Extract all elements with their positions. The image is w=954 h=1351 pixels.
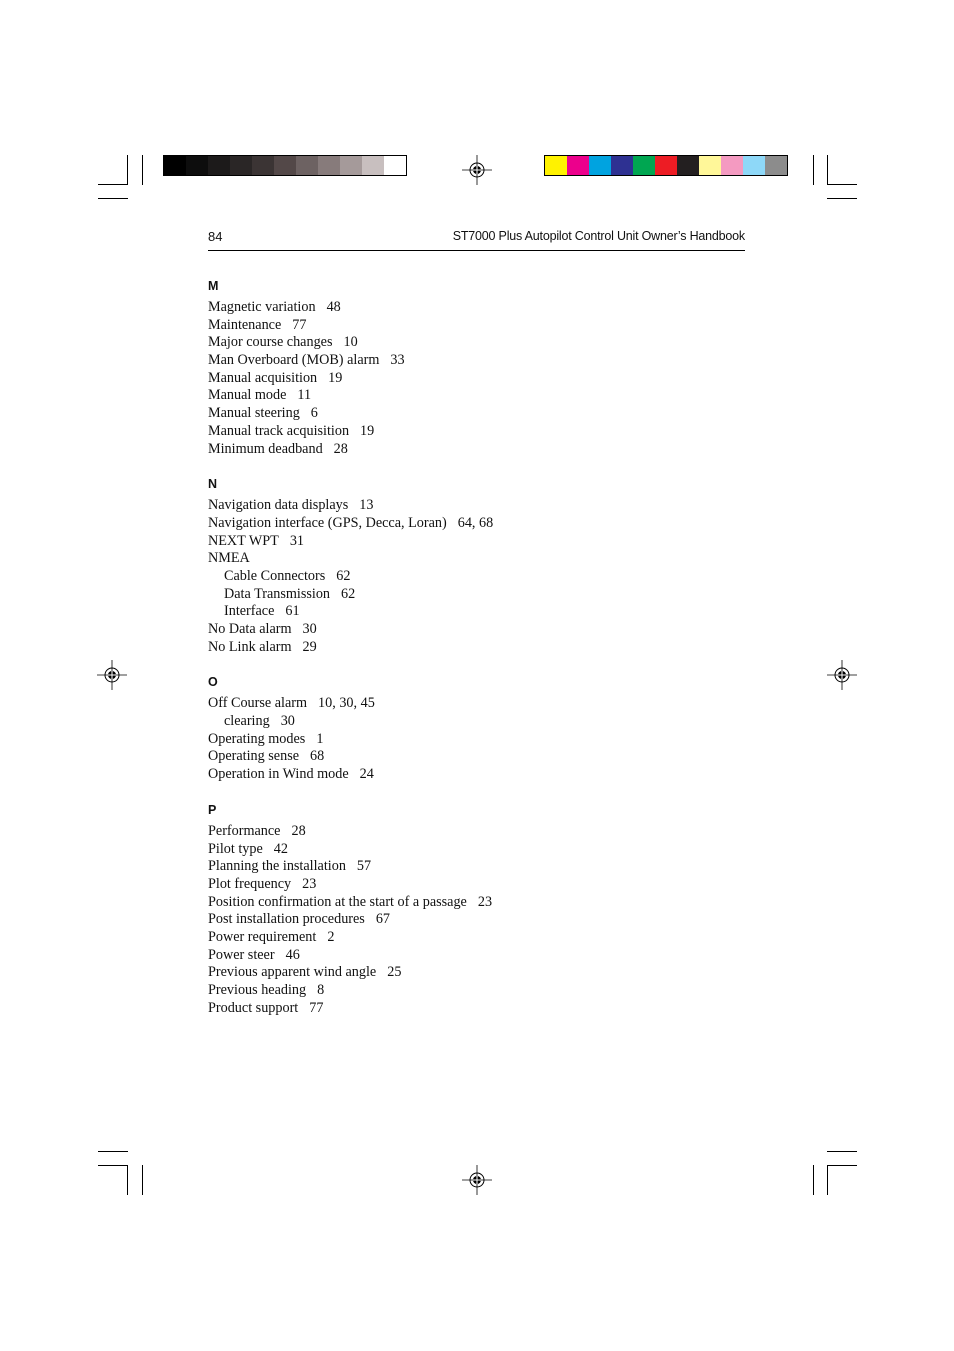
entry-term: Position confirmation at the start of a passage [208, 893, 467, 910]
index-entry [208, 497, 748, 515]
entry-term: Interface [224, 603, 275, 620]
entry-pages: 10 [343, 334, 358, 351]
entry-pages: 57 [356, 858, 372, 875]
entry-term: Planning the installation [208, 858, 346, 875]
entry-pages: 77 [309, 999, 324, 1016]
gray-swatch [164, 156, 186, 175]
entry-term: Plot frequency [208, 875, 292, 892]
entry-pages: 62 [341, 585, 356, 602]
entry-term: Magnetic variation [208, 299, 316, 315]
crop-mark [127, 155, 128, 185]
entry-term: Previous apparent wind angle [208, 964, 377, 981]
entry-pages: 24 [359, 766, 374, 783]
entry-pages: 28 [333, 440, 348, 457]
gray-swatch [208, 156, 230, 175]
crop-mark [827, 155, 828, 185]
entry-pages: 30 [280, 713, 295, 730]
index-entry [208, 731, 748, 749]
index-entry [208, 352, 748, 370]
index-entry [208, 841, 748, 859]
entry-term: Minimum deadband [208, 440, 323, 457]
index-section [208, 801, 748, 1018]
section-letter: O [208, 675, 218, 690]
color-swatch [589, 156, 611, 175]
crop-mark [98, 1151, 128, 1152]
color-swatch [677, 156, 699, 175]
entry-term: Maintenance [208, 316, 282, 333]
entry-term: Post installation procedures [208, 911, 365, 928]
entry-pages: 30 [302, 621, 317, 637]
index-entry [208, 823, 748, 841]
color-swatch [765, 156, 787, 175]
entry-pages: 13 [359, 497, 374, 514]
entry-term: Power requirement [208, 928, 317, 945]
entry-term: Performance [208, 822, 281, 839]
index-subentry [208, 603, 748, 621]
registration-mark-icon [462, 155, 492, 185]
index-section [208, 475, 748, 656]
index-entry [208, 929, 748, 947]
entry-term: No Link alarm [208, 638, 292, 655]
gray-swatch [252, 156, 274, 175]
entry-pages: 11 [297, 387, 312, 404]
gray-swatch [362, 156, 384, 175]
entry-pages: 42 [273, 840, 288, 857]
crop-mark [142, 1165, 143, 1195]
entry-term: Operating modes [208, 730, 306, 747]
entry-term: clearing [224, 713, 270, 730]
entry-term: Data Transmission [224, 585, 331, 602]
gray-swatch [230, 156, 252, 175]
index-subentry [208, 586, 748, 604]
entry-pages: 64, 68 [457, 514, 494, 531]
crop-mark [827, 1165, 857, 1166]
index-entry [208, 1000, 748, 1018]
color-swatch [545, 156, 567, 175]
index-entry [208, 423, 748, 441]
section-letter: N [208, 477, 218, 492]
gray-swatch [340, 156, 362, 175]
page-number: 84 [208, 229, 223, 244]
entry-pages: 28 [291, 822, 306, 839]
entry-pages: 10, 30, 45 [318, 695, 375, 712]
index-entry [208, 533, 748, 551]
index-subentry [208, 713, 748, 731]
entry-term: Pilot type [208, 840, 263, 857]
registration-mark-icon [462, 1165, 492, 1195]
index-entry [208, 894, 748, 912]
registration-mark-icon [97, 660, 127, 690]
entry-pages: 6 [310, 405, 318, 422]
index-entry [208, 858, 748, 876]
gray-swatch [274, 156, 296, 175]
entry-pages: 19 [360, 422, 375, 439]
index-entry [208, 299, 748, 317]
gray-swatch [318, 156, 340, 175]
gray-swatch [186, 156, 208, 175]
entry-term: Previous heading [208, 982, 307, 998]
index-entry [208, 621, 748, 639]
color-swatch [567, 156, 589, 175]
entry-pages: 23 [477, 893, 493, 910]
crop-mark [98, 1165, 128, 1166]
index-entry [208, 964, 748, 982]
index-entry [208, 982, 748, 1000]
index-entry [208, 370, 748, 388]
entry-term: No Data alarm [208, 621, 292, 637]
page-header [208, 228, 745, 251]
entry-pages: 61 [285, 603, 300, 620]
grayscale-color-bar [163, 155, 407, 176]
index-entry [208, 639, 748, 657]
index-subentry [208, 568, 748, 586]
entry-term: NEXT WPT [208, 532, 279, 549]
index-entry [208, 947, 748, 965]
entry-term: Navigation interface (GPS, Decca, Loran) [208, 514, 447, 531]
color-swatch [699, 156, 721, 175]
entry-pages: 33 [390, 352, 405, 369]
entry-pages: 19 [328, 369, 343, 386]
entry-term: Cable Connectors [224, 567, 326, 584]
section-letter: M [208, 279, 219, 293]
index-list [208, 277, 748, 1034]
entry-pages: 68 [310, 748, 325, 765]
index-section [208, 673, 748, 783]
index-entry [208, 317, 748, 335]
index-entry [208, 550, 748, 568]
index-entry [208, 695, 748, 713]
crop-mark [813, 1165, 814, 1195]
entry-pages: 77 [292, 316, 307, 333]
entry-pages: 62 [336, 567, 351, 584]
index-entry [208, 911, 748, 929]
entry-term: Operating sense [208, 748, 300, 765]
index-entry [208, 387, 748, 405]
color-swatch [633, 156, 655, 175]
entry-pages: 1 [316, 730, 324, 747]
entry-pages: 8 [317, 982, 325, 998]
crop-mark [827, 1165, 828, 1195]
entry-term: Major course changes [208, 334, 333, 351]
color-swatch [721, 156, 743, 175]
crop-mark [813, 155, 814, 185]
entry-term: Manual mode [208, 387, 287, 404]
index-entry [208, 748, 748, 766]
color-swatch [655, 156, 677, 175]
entry-term: Man Overboard (MOB) alarm [208, 352, 380, 369]
entry-term: NMEA [208, 550, 250, 567]
index-entry [208, 766, 748, 784]
index-entry [208, 876, 748, 894]
index-section [208, 277, 748, 458]
registration-mark-icon [827, 660, 857, 690]
running-title: ST7000 Plus Autopilot Control Unit Owner’s Handbook [452, 229, 745, 243]
entry-pages: 25 [387, 964, 402, 981]
entry-term: Operation in Wind mode [208, 766, 349, 783]
entry-pages: 46 [285, 946, 300, 963]
entry-term: Manual steering [208, 405, 300, 422]
index-entry [208, 334, 748, 352]
crop-mark [827, 184, 857, 185]
entry-pages: 67 [375, 911, 391, 928]
index-entry [208, 441, 748, 459]
entry-term: Product support [208, 999, 299, 1016]
gray-swatch [296, 156, 318, 175]
entry-pages: 31 [289, 532, 304, 549]
entry-term: Off Course alarm [208, 695, 308, 712]
entry-term: Navigation data displays [208, 497, 349, 514]
section-letter: P [208, 802, 217, 817]
crop-mark [127, 1165, 128, 1195]
crop-mark [827, 1151, 857, 1152]
gray-swatch [384, 156, 406, 175]
color-swatch [743, 156, 765, 175]
entry-pages: 2 [327, 928, 335, 945]
entry-term: Manual acquisition [208, 369, 318, 386]
entry-pages: 23 [302, 875, 317, 892]
entry-pages: 48 [326, 299, 341, 315]
crop-mark [827, 198, 857, 199]
process-color-bar [544, 155, 788, 176]
index-entry [208, 405, 748, 423]
crop-mark [142, 155, 143, 185]
color-swatch [611, 156, 633, 175]
crop-mark [98, 184, 128, 185]
entry-term: Power steer [208, 946, 275, 963]
entry-term: Manual track acquisition [208, 422, 350, 439]
entry-pages: 29 [302, 638, 317, 655]
crop-mark [98, 198, 128, 199]
index-entry [208, 515, 748, 533]
